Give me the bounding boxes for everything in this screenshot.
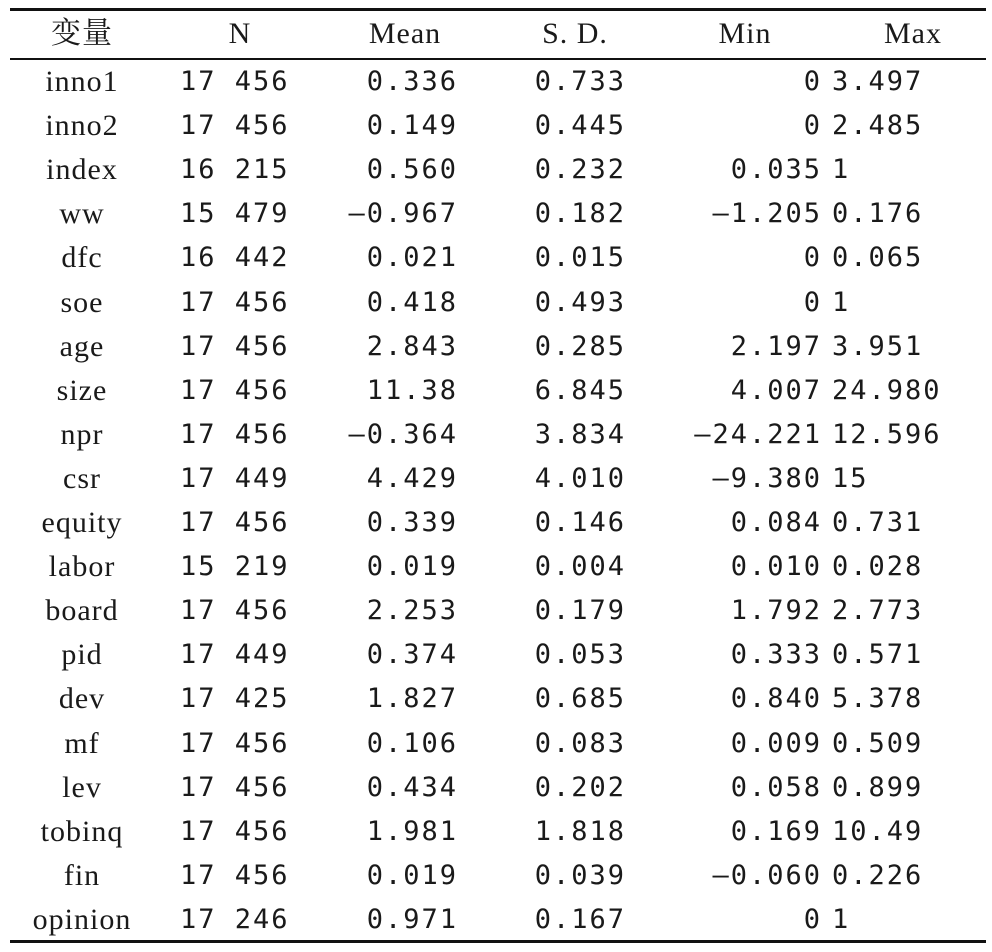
cell-max: 5.378 xyxy=(832,683,924,715)
cell-max: 1 xyxy=(832,903,851,935)
cell-min: 0 xyxy=(803,242,822,274)
table-header-row xyxy=(10,12,986,56)
cell-n: 16 215 xyxy=(180,154,290,186)
cell-min: 0.840 xyxy=(730,683,822,715)
cell-n: 15 219 xyxy=(180,551,290,583)
cell-n: 16 442 xyxy=(180,242,290,274)
table-row xyxy=(10,854,986,898)
cell-n: 17 456 xyxy=(180,418,290,450)
table-row xyxy=(10,501,986,545)
cell-n: 17 449 xyxy=(180,462,290,494)
cell-max: 2.773 xyxy=(832,595,924,627)
cell-sd: 0.167 xyxy=(534,903,626,935)
cell-variable: fin xyxy=(63,858,101,892)
cell-mean: —0.364 xyxy=(348,418,458,450)
cell-n: 17 456 xyxy=(180,110,290,142)
cell-min: 1.792 xyxy=(730,595,822,627)
cell-mean: 2.253 xyxy=(366,595,458,627)
table-row xyxy=(10,60,986,104)
cell-mean: 0.149 xyxy=(366,110,458,142)
cell-sd: 0.015 xyxy=(534,242,626,274)
cell-n: 17 456 xyxy=(180,595,290,627)
cell-variable: csr xyxy=(63,461,101,495)
cell-min: —24.221 xyxy=(694,418,822,450)
cell-variable: npr xyxy=(60,417,104,451)
table-row xyxy=(10,810,986,854)
header-mean: Mean xyxy=(368,17,442,50)
cell-variable: index xyxy=(46,153,118,187)
cell-n: 17 456 xyxy=(180,727,290,759)
cell-mean: 4.429 xyxy=(366,462,458,494)
cell-sd: 0.053 xyxy=(534,639,626,671)
table-row xyxy=(10,148,986,192)
cell-variable: mf xyxy=(64,726,100,760)
cell-variable: labor xyxy=(48,550,116,584)
cell-min: 0.035 xyxy=(730,154,822,186)
header-min: Min xyxy=(718,17,772,50)
header-variable: 变量 xyxy=(51,17,113,50)
cell-sd: 0.685 xyxy=(534,683,626,715)
cell-mean: 0.336 xyxy=(366,66,458,97)
cell-sd: 0.004 xyxy=(534,551,626,583)
cell-n: 17 456 xyxy=(180,859,290,891)
table-row xyxy=(10,898,986,942)
table-row xyxy=(10,413,986,457)
cell-sd: 0.285 xyxy=(534,330,626,362)
cell-sd: 0.083 xyxy=(534,727,626,759)
cell-sd: 1.818 xyxy=(534,815,626,847)
cell-n: 17 246 xyxy=(180,903,290,935)
cell-max: 0.176 xyxy=(832,198,924,230)
cell-n: 17 456 xyxy=(180,330,290,362)
cell-max: 0.065 xyxy=(832,242,924,274)
header-max: Max xyxy=(884,17,942,50)
cell-mean: 0.021 xyxy=(366,242,458,274)
cell-n: 17 456 xyxy=(180,507,290,538)
header-n: N xyxy=(228,17,252,50)
cell-variable: equity xyxy=(41,506,123,539)
cell-mean: 2.843 xyxy=(366,330,458,362)
cell-max: 1 xyxy=(832,154,851,186)
cell-sd: 6.845 xyxy=(534,374,626,406)
cell-n: 15 479 xyxy=(180,198,290,230)
cell-variable: dfc xyxy=(61,241,103,275)
cell-mean: —0.967 xyxy=(348,198,458,230)
cell-max: 0.226 xyxy=(832,859,924,891)
cell-sd: 0.179 xyxy=(534,595,626,627)
table-row xyxy=(10,104,986,148)
cell-mean: 0.019 xyxy=(366,859,458,891)
cell-mean: 0.339 xyxy=(366,507,458,538)
cell-sd: 0.232 xyxy=(534,154,626,186)
table-row xyxy=(10,589,986,633)
cell-variable: inno1 xyxy=(45,65,119,98)
table-row xyxy=(10,633,986,677)
cell-variable: tobinq xyxy=(40,814,124,848)
cell-sd: 0.202 xyxy=(534,771,626,803)
cell-variable: size xyxy=(56,373,108,407)
cell-mean: 0.971 xyxy=(366,903,458,935)
table-row xyxy=(10,677,986,721)
cell-mean: 0.560 xyxy=(366,154,458,186)
cell-sd: 0.146 xyxy=(534,507,626,538)
cell-sd: 0.182 xyxy=(534,198,626,230)
table-row xyxy=(10,457,986,501)
cell-sd: 3.834 xyxy=(534,418,626,450)
cell-variable: ww xyxy=(59,197,105,231)
cell-n: 17 449 xyxy=(180,639,290,671)
cell-max: 0.899 xyxy=(832,771,924,803)
cell-min: 0 xyxy=(803,110,822,142)
cell-variable: age xyxy=(59,329,105,363)
cell-n: 17 456 xyxy=(180,66,290,97)
cell-min: —9.380 xyxy=(712,462,822,494)
table-row xyxy=(10,236,986,280)
cell-sd: 0.733 xyxy=(534,66,626,97)
table-row xyxy=(10,545,986,589)
cell-variable: lev xyxy=(62,770,102,804)
cell-n: 17 456 xyxy=(180,374,290,406)
cell-min: 0 xyxy=(803,66,822,97)
cell-mean: 0.434 xyxy=(366,771,458,803)
cell-min: 0.333 xyxy=(730,639,822,671)
cell-min: 0.169 xyxy=(730,815,822,847)
cell-min: —0.060 xyxy=(712,859,822,891)
table-row xyxy=(10,281,986,325)
cell-variable: pid xyxy=(61,638,103,672)
cell-sd: 0.445 xyxy=(534,110,626,142)
cell-max: 10.49 xyxy=(832,815,924,847)
table-row xyxy=(10,722,986,766)
table-top-rule xyxy=(10,8,986,11)
cell-variable: opinion xyxy=(32,902,132,936)
cell-sd: 4.010 xyxy=(534,462,626,494)
cell-mean: 0.418 xyxy=(366,286,458,318)
cell-mean: 1.981 xyxy=(366,815,458,847)
cell-max: 0.731 xyxy=(832,507,924,538)
cell-min: 0.084 xyxy=(730,507,822,538)
cell-variable: board xyxy=(45,594,119,628)
cell-max: 15 xyxy=(832,462,869,494)
cell-max: 0.571 xyxy=(832,639,924,671)
cell-n: 17 456 xyxy=(180,815,290,847)
cell-min: 0.009 xyxy=(730,727,822,759)
cell-min: 2.197 xyxy=(730,330,822,362)
cell-max: 0.509 xyxy=(832,727,924,759)
table-row xyxy=(10,325,986,369)
cell-n: 17 456 xyxy=(180,286,290,318)
cell-max: 0.028 xyxy=(832,551,924,583)
cell-max: 12.596 xyxy=(832,418,942,450)
cell-variable: dev xyxy=(58,682,106,716)
cell-min: 0 xyxy=(803,903,822,935)
table-bottom-rule xyxy=(10,940,986,943)
cell-variable: inno2 xyxy=(45,109,119,143)
cell-min: 0.010 xyxy=(730,551,822,583)
cell-min: —1.205 xyxy=(712,198,822,230)
cell-sd: 0.039 xyxy=(534,859,626,891)
cell-mean: 11.38 xyxy=(366,374,458,406)
cell-min: 0.058 xyxy=(730,771,822,803)
cell-n: 17 456 xyxy=(180,771,290,803)
cell-n: 17 425 xyxy=(180,683,290,715)
cell-mean: 1.827 xyxy=(366,683,458,715)
cell-sd: 0.493 xyxy=(534,286,626,318)
header-sd: S. D. xyxy=(542,17,608,50)
table-row xyxy=(10,369,986,413)
cell-max: 1 xyxy=(832,286,851,318)
cell-min: 0 xyxy=(803,286,822,318)
cell-max: 2.485 xyxy=(832,110,924,142)
cell-variable: soe xyxy=(60,285,104,319)
table-row xyxy=(10,766,986,810)
cell-max: 3.497 xyxy=(832,66,924,97)
cell-mean: 0.106 xyxy=(366,727,458,759)
cell-max: 3.951 xyxy=(832,330,924,362)
table-row xyxy=(10,192,986,236)
cell-mean: 0.019 xyxy=(366,551,458,583)
cell-min: 4.007 xyxy=(730,374,822,406)
cell-mean: 0.374 xyxy=(366,639,458,671)
cell-max: 24.980 xyxy=(832,374,942,406)
